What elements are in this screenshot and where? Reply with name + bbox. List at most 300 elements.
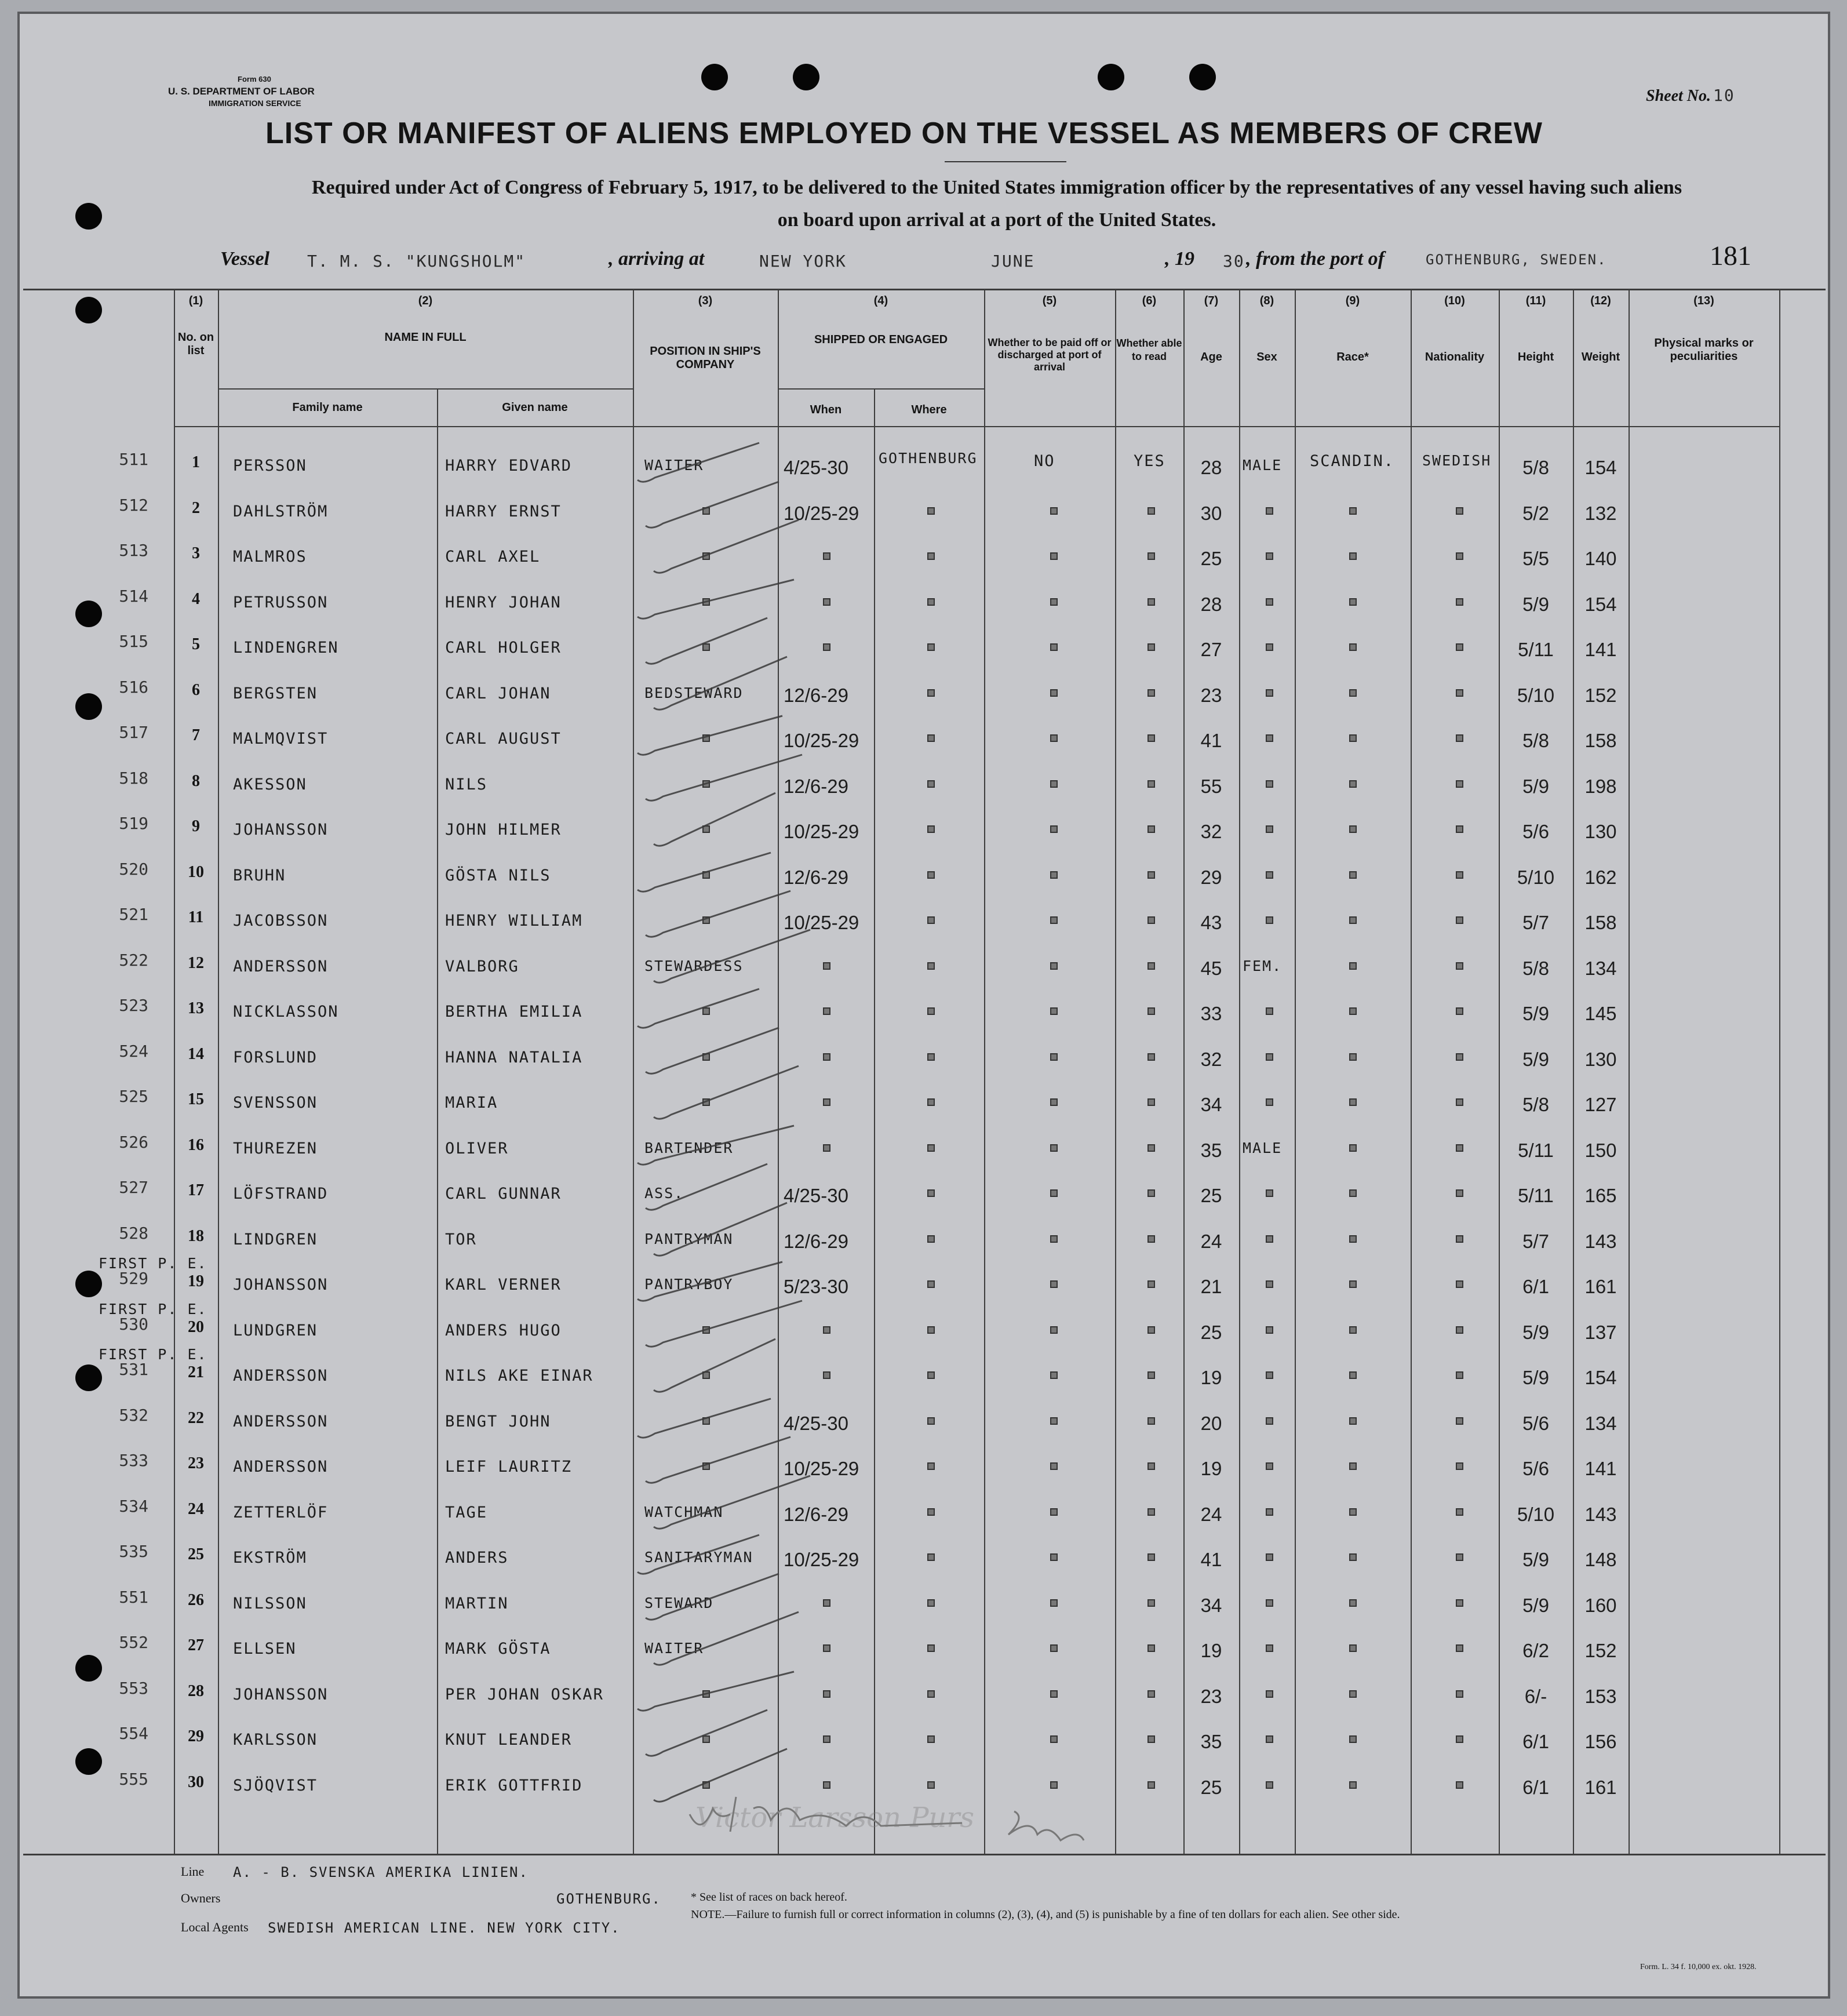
height: 5/11	[1518, 1185, 1554, 1206]
given-name: GÖSTA NILS	[445, 867, 551, 885]
height: 5/2	[1522, 503, 1549, 524]
weight: 161	[1584, 1777, 1617, 1798]
height: 5/7	[1522, 912, 1549, 933]
from-label: , from the port of	[1246, 248, 1385, 270]
age: 32	[1200, 821, 1222, 842]
weight: 158	[1584, 912, 1617, 933]
line-number: 26	[188, 1591, 204, 1609]
pencil-check-mark	[654, 1339, 775, 1392]
height: 5/9	[1522, 1322, 1549, 1343]
given-name: JOHN HILMER	[445, 821, 562, 839]
age: 41	[1200, 730, 1222, 751]
page-title: LIST OR MANIFEST OF ALIENS EMPLOYED ON THE VESSEL AS MEMBERS OF CREW	[265, 117, 1543, 150]
signature-text: Victor Larsson Purs	[695, 1802, 975, 1834]
pencil-check-mark	[637, 1262, 782, 1301]
height: 5/8	[1522, 730, 1549, 751]
pencil-check-mark	[637, 443, 759, 482]
given-name: MARK GÖSTA	[445, 1640, 551, 1658]
serial-number: 513	[119, 541, 148, 560]
position: BEDSTEWARD	[644, 685, 744, 701]
form-number: Form 630	[238, 75, 271, 83]
given-name: HENRY WILLIAM	[445, 912, 583, 930]
age: 23	[1200, 1686, 1222, 1707]
serial-number: 554	[119, 1724, 148, 1743]
weight: 143	[1584, 1231, 1617, 1252]
line-number: 13	[188, 999, 204, 1017]
serial-number: 523	[119, 996, 148, 1015]
age: 21	[1200, 1276, 1222, 1297]
penalty-note: NOTE.—Failure to furnish full or correct information in columns (2), (3), (4), and (5) is punishable by a fine of ten dollars for each alien. See other side.	[691, 1908, 1400, 1921]
page-number: 181	[1710, 241, 1751, 271]
col-2b-header: Given name	[502, 401, 568, 414]
given-name: CARL JOHAN	[445, 685, 551, 703]
weight: 130	[1584, 821, 1617, 842]
col-10-header: (10) Nationality	[1425, 294, 1485, 363]
form-code: Form. L. 34 f. 10,000 ex. okt. 1928.	[1640, 1963, 1757, 1971]
weight: 165	[1584, 1185, 1617, 1206]
row-1-read: YES	[1134, 452, 1165, 470]
family-name: JOHANSSON	[233, 821, 329, 839]
serial-number: 515	[119, 632, 148, 651]
age: 28	[1200, 457, 1222, 478]
serial-number: 527	[119, 1178, 148, 1197]
shipped-when: 10/25-29	[784, 503, 859, 524]
col-2-header: (2) NAME IN FULL	[384, 294, 467, 344]
weight: 127	[1584, 1094, 1617, 1115]
sex: FEM.	[1243, 958, 1283, 974]
height: 5/11	[1518, 639, 1554, 660]
line-number: 18	[188, 1227, 204, 1245]
col-12-header: (12) Weight	[1581, 294, 1620, 363]
family-name: BERGSTEN	[233, 685, 318, 703]
position: WAITER	[644, 1640, 704, 1657]
year-suffix: 30	[1223, 252, 1245, 271]
line-number: 2	[192, 499, 200, 517]
pencil-check-mark	[646, 1437, 790, 1483]
pencil-check-mark	[654, 1749, 787, 1802]
pencil-check-mark	[646, 1301, 802, 1347]
height: 5/7	[1522, 1231, 1549, 1252]
first-pe-note: FIRST P. E.	[99, 1301, 207, 1318]
pencil-check-mark	[654, 793, 775, 846]
weight: 140	[1584, 548, 1617, 569]
family-name: SJÖQVIST	[233, 1777, 318, 1795]
age: 30	[1200, 503, 1222, 524]
col-6-header: (6) Whether able to read	[1116, 294, 1182, 362]
family-name: MALMROS	[233, 548, 307, 566]
family-name: JOHANSSON	[233, 1276, 329, 1294]
position: STEWARD	[644, 1595, 714, 1611]
weight: 132	[1584, 503, 1617, 524]
given-name: OLIVER	[445, 1140, 509, 1158]
footer-agents: Local Agents	[181, 1920, 249, 1934]
age: 20	[1200, 1413, 1222, 1434]
line-number: 8	[192, 772, 200, 790]
age: 19	[1200, 1458, 1222, 1479]
height: 6/1	[1522, 1731, 1549, 1752]
serial-number: 534	[119, 1497, 148, 1516]
given-name: ANDERS	[445, 1549, 509, 1567]
age: 35	[1200, 1731, 1222, 1752]
weight: 150	[1584, 1140, 1617, 1161]
height: 5/5	[1522, 548, 1549, 569]
position: BARTENDER	[644, 1140, 734, 1156]
pencil-check-mark	[646, 1164, 767, 1210]
pencil-check-mark	[646, 618, 767, 664]
family-name: ANDERSSON	[233, 958, 329, 976]
col-4b-header: Where	[911, 403, 947, 416]
given-name: HARRY EDVARD	[445, 457, 573, 475]
line-number: 17	[188, 1181, 204, 1199]
line-number: 7	[192, 726, 200, 744]
height: 5/9	[1522, 776, 1549, 797]
weight: 154	[1584, 1367, 1617, 1388]
footer-owners-value: GOTHENBURG.	[556, 1891, 661, 1907]
height: 5/9	[1522, 1549, 1549, 1570]
given-name: MARIA	[445, 1094, 498, 1112]
position: STEWARDESS	[644, 958, 744, 974]
shipped-when: 4/25-30	[784, 1413, 848, 1434]
weight: 160	[1584, 1595, 1617, 1616]
arrival-port: NEW YORK	[759, 252, 847, 271]
serial-number: 522	[119, 951, 148, 970]
age: 19	[1200, 1640, 1222, 1661]
family-name: LUNDGREN	[233, 1322, 318, 1340]
serial-number: 529	[119, 1269, 148, 1288]
family-name: AKESSON	[233, 776, 307, 794]
height: 5/9	[1522, 594, 1549, 615]
serial-number: 531	[119, 1360, 148, 1379]
weight: 130	[1584, 1049, 1617, 1070]
family-name: LINDGREN	[233, 1231, 318, 1249]
col-2a-header: Family name	[292, 401, 363, 414]
height: 5/8	[1522, 457, 1549, 478]
family-name: NILSSON	[233, 1595, 307, 1613]
shipped-when: 12/6-29	[784, 867, 848, 888]
line-number: 1	[192, 453, 200, 471]
pencil-check-mark	[646, 1574, 779, 1620]
shipped-when: 12/6-29	[784, 776, 848, 797]
row-1-race: SCANDIN.	[1310, 452, 1395, 470]
given-name: BERTHA EMILIA	[445, 1003, 583, 1021]
given-name: TOR	[445, 1231, 477, 1249]
position: ASS.	[644, 1185, 684, 1202]
family-name: ZETTERLÖF	[233, 1504, 329, 1522]
given-name: TAGE	[445, 1504, 488, 1522]
weight: 153	[1584, 1686, 1617, 1707]
serial-number: 532	[119, 1406, 148, 1425]
position: SANITARYMAN	[644, 1549, 753, 1566]
subtitle-line-1: Required under Act of Congress of February 5, 1917, to be delivered to the United States immigration officer by the representatives of any vessel having such aliens	[311, 177, 1682, 198]
height: 5/10	[1517, 1504, 1555, 1525]
serial-number: 555	[119, 1770, 148, 1789]
given-name: LEIF LAURITZ	[445, 1458, 573, 1476]
line-number: 16	[188, 1136, 204, 1154]
family-name: THUREZEN	[233, 1140, 318, 1158]
weight: 148	[1584, 1549, 1617, 1570]
serial-number: 535	[119, 1542, 148, 1561]
given-name: VALBORG	[445, 958, 519, 976]
height: 5/6	[1522, 1413, 1549, 1434]
age: 19	[1200, 1367, 1222, 1388]
family-name: ANDERSSON	[233, 1367, 329, 1385]
pencil-check-mark	[654, 1476, 810, 1529]
serial-number: 528	[119, 1224, 148, 1243]
serial-number: 533	[119, 1451, 148, 1470]
pencil-check-mark	[637, 989, 759, 1028]
sheet-number: Sheet No. 10	[1646, 86, 1735, 105]
vessel-name: T. M. S. "KUNGSHOLM"	[307, 252, 526, 271]
shipped-when: 4/25-30	[784, 1185, 848, 1206]
weight: 161	[1584, 1276, 1617, 1297]
pencil-check-mark	[637, 1126, 794, 1165]
arriving-label: , arriving at	[609, 248, 705, 270]
subtitle-line-2: on board upon arrival at a port of the United States.	[777, 209, 1216, 231]
age: 25	[1200, 548, 1222, 569]
pencil-check-mark	[646, 755, 802, 800]
from-port: GOTHENBURG, SWEDEN.	[1426, 252, 1607, 268]
age: 25	[1200, 1185, 1222, 1206]
given-name: MARTIN	[445, 1595, 509, 1613]
pencil-check-mark	[654, 1066, 799, 1119]
col-4-header: (4) SHIPPED OR ENGAGED	[814, 294, 948, 346]
age: 33	[1200, 1003, 1222, 1024]
serial-number: 516	[119, 678, 148, 697]
line-number: 21	[188, 1363, 204, 1381]
footer-agents-value: SWEDISH AMERICAN LINE. NEW YORK CITY.	[268, 1920, 621, 1936]
height: 6/1	[1522, 1276, 1549, 1297]
family-name: PETRUSSON	[233, 594, 329, 612]
weight: 137	[1584, 1322, 1617, 1343]
given-name: ANDERS HUGO	[445, 1322, 562, 1340]
pencil-check-mark	[654, 1203, 787, 1256]
age: 32	[1200, 1049, 1222, 1070]
line-number: 23	[188, 1454, 204, 1472]
given-name: NILS AKE EINAR	[445, 1367, 593, 1385]
weight: 134	[1584, 1413, 1617, 1434]
line-number: 12	[188, 954, 204, 972]
height: 5/8	[1522, 958, 1549, 979]
vessel-label: Vessel	[220, 248, 269, 270]
serial-number: 511	[119, 450, 148, 469]
shipped-when: 10/25-29	[784, 730, 859, 751]
shipped-when: 4/25-30	[784, 457, 848, 478]
weight: 145	[1584, 1003, 1617, 1024]
shipped-when: 12/6-29	[784, 685, 848, 706]
pencil-check-mark	[646, 1028, 779, 1073]
first-pe-note: FIRST P. E.	[99, 1346, 207, 1363]
pencil-check-mark	[637, 1399, 771, 1438]
line-number: 28	[188, 1682, 204, 1700]
line-number: 15	[188, 1090, 204, 1108]
line-number: 19	[188, 1272, 204, 1290]
family-name: ANDERSSON	[233, 1413, 329, 1431]
col-13-header: (13) Physical marks or peculiarities	[1654, 294, 1754, 363]
shipped-when: 5/23-30	[784, 1276, 848, 1297]
family-name: BRUHN	[233, 867, 286, 885]
line-number: 24	[188, 1500, 204, 1518]
weight: 154	[1584, 457, 1617, 478]
col-7-header: (7) Age	[1200, 294, 1222, 363]
age: 27	[1200, 639, 1222, 660]
family-name: PERSSON	[233, 457, 307, 475]
line-number: 25	[188, 1545, 204, 1563]
col-4a-header: When	[810, 403, 842, 416]
shipped-when: 10/25-29	[784, 912, 859, 933]
family-name: LÖFSTRAND	[233, 1185, 329, 1203]
pencil-check-mark	[654, 1612, 799, 1665]
height: 5/6	[1522, 821, 1549, 842]
weight: 141	[1584, 1458, 1617, 1479]
col-5-header: (5) Whether to be paid off or discharged at port of arrival	[988, 294, 1112, 373]
family-name: KARLSSON	[233, 1731, 318, 1749]
given-name: HANNA NATALIA	[445, 1049, 583, 1067]
height: 5/9	[1522, 1049, 1549, 1070]
service-name: IMMIGRATION SERVICE	[209, 99, 301, 108]
serial-number: 526	[119, 1133, 148, 1152]
weight: 158	[1584, 730, 1617, 751]
weight: 198	[1584, 776, 1617, 797]
family-name: ANDERSSON	[233, 1458, 329, 1476]
row-1-where: GOTHENBURG	[879, 450, 978, 467]
serial-number: 520	[119, 860, 148, 879]
given-name: HENRY JOHAN	[445, 594, 562, 612]
age: 24	[1200, 1504, 1222, 1525]
height: 6/-	[1524, 1686, 1547, 1707]
shipped-when: 10/25-29	[784, 1549, 859, 1570]
col-9-header: (9) Race*	[1336, 294, 1369, 363]
shipped-when: 12/6-29	[784, 1231, 848, 1252]
given-name: NILS	[445, 776, 488, 794]
age: 35	[1200, 1140, 1222, 1161]
col-8-header: (8) Sex	[1256, 294, 1277, 363]
first-pe-note: FIRST P. E.	[99, 1255, 207, 1272]
department-name: U. S. DEPARTMENT OF LABOR	[168, 86, 315, 97]
weight: 152	[1584, 1640, 1617, 1661]
serial-number: 517	[119, 723, 148, 742]
age: 29	[1200, 867, 1222, 888]
pencil-check-mark	[637, 1535, 759, 1574]
position: PANTRYMAN	[644, 1231, 734, 1247]
family-name: ELLSEN	[233, 1640, 297, 1658]
pencil-check-mark	[654, 930, 810, 982]
shipped-when: 12/6-29	[784, 1504, 848, 1525]
family-name: EKSTRÖM	[233, 1549, 307, 1567]
weight: 162	[1584, 867, 1617, 888]
height: 5/8	[1522, 1094, 1549, 1115]
given-name: CARL AXEL	[445, 548, 541, 566]
col-1-header: (1) No. on list	[177, 294, 214, 357]
serial-number: 514	[119, 587, 148, 606]
age: 23	[1200, 685, 1222, 706]
serial-number: 518	[119, 769, 148, 788]
age: 25	[1200, 1777, 1222, 1798]
given-name: KARL VERNER	[445, 1276, 562, 1294]
family-name: SVENSSON	[233, 1094, 318, 1112]
pencil-check-mark	[654, 520, 799, 573]
pencil-check-mark	[637, 716, 782, 755]
line-number: 29	[188, 1727, 204, 1745]
family-name: DAHLSTRÖM	[233, 503, 329, 521]
height: 5/6	[1522, 1458, 1549, 1479]
pencil-check-mark	[646, 482, 779, 527]
height: 5/10	[1517, 867, 1555, 888]
row-1-nationality: SWEDISH	[1422, 452, 1492, 469]
line-number: 6	[192, 681, 200, 699]
weight: 134	[1584, 958, 1617, 979]
family-name: MALMQVIST	[233, 730, 329, 748]
line-number: 14	[188, 1045, 204, 1063]
given-name: BENGT JOHN	[445, 1413, 551, 1431]
age: 28	[1200, 594, 1222, 615]
line-number: 10	[188, 863, 204, 881]
line-number: 4	[192, 590, 200, 608]
shipped-when: 10/25-29	[784, 1458, 859, 1479]
pencil-check-mark	[654, 657, 787, 709]
given-name: CARL HOLGER	[445, 639, 562, 657]
footer-owners: Owners	[181, 1891, 221, 1905]
serial-number: 521	[119, 905, 148, 924]
line-number: 5	[192, 635, 200, 653]
line-number: 22	[188, 1409, 204, 1427]
footer-line-value: A. - B. SVENSKA AMERIKA LINIEN.	[233, 1864, 529, 1880]
col-11-header: (11) Height	[1517, 294, 1554, 363]
height: 5/11	[1518, 1140, 1554, 1161]
height: 6/2	[1522, 1640, 1549, 1661]
age: 24	[1200, 1231, 1222, 1252]
weight: 143	[1584, 1504, 1617, 1525]
arrival-month: JUNE	[991, 252, 1035, 271]
footer-line: Line	[181, 1864, 205, 1879]
given-name: KNUT LEANDER	[445, 1731, 573, 1749]
shipped-when: 10/25-29	[784, 821, 859, 842]
height: 5/10	[1517, 685, 1555, 706]
height: 5/9	[1522, 1003, 1549, 1024]
line-number: 27	[188, 1636, 204, 1654]
family-name: FORSLUND	[233, 1049, 318, 1067]
pencil-check-mark	[637, 853, 771, 891]
given-name: ERIK GOTTFRID	[445, 1777, 583, 1795]
pencil-check-mark	[637, 580, 794, 618]
position: PANTRYBOY	[644, 1276, 734, 1293]
line-number: 30	[188, 1773, 204, 1791]
age: 55	[1200, 776, 1222, 797]
col-3-header: (3) POSITION IN SHIP'S COMPANY	[650, 294, 761, 371]
position: WAITER	[644, 457, 704, 474]
age: 45	[1200, 958, 1222, 979]
age: 34	[1200, 1094, 1222, 1115]
line-number: 20	[188, 1318, 204, 1336]
serial-number: 519	[119, 814, 148, 833]
line-number: 11	[188, 908, 204, 926]
pencil-check-mark	[637, 1672, 794, 1711]
weight: 154	[1584, 594, 1617, 615]
weight: 156	[1584, 1731, 1617, 1752]
age: 34	[1200, 1595, 1222, 1616]
sex: MALE	[1243, 1140, 1283, 1156]
line-number: 3	[192, 544, 200, 562]
given-name: HARRY ERNST	[445, 503, 562, 521]
serial-number: 552	[119, 1633, 148, 1652]
family-name: NICKLASSON	[233, 1003, 339, 1021]
see-list-note: * See list of races on back hereof.	[691, 1891, 847, 1904]
given-name: PER JOHAN OSKAR	[445, 1686, 604, 1704]
age: 43	[1200, 912, 1222, 933]
weight: 141	[1584, 639, 1617, 660]
serial-number: 512	[119, 496, 148, 515]
pencil-check-mark	[646, 1710, 767, 1756]
family-name: LINDENGREN	[233, 639, 339, 657]
